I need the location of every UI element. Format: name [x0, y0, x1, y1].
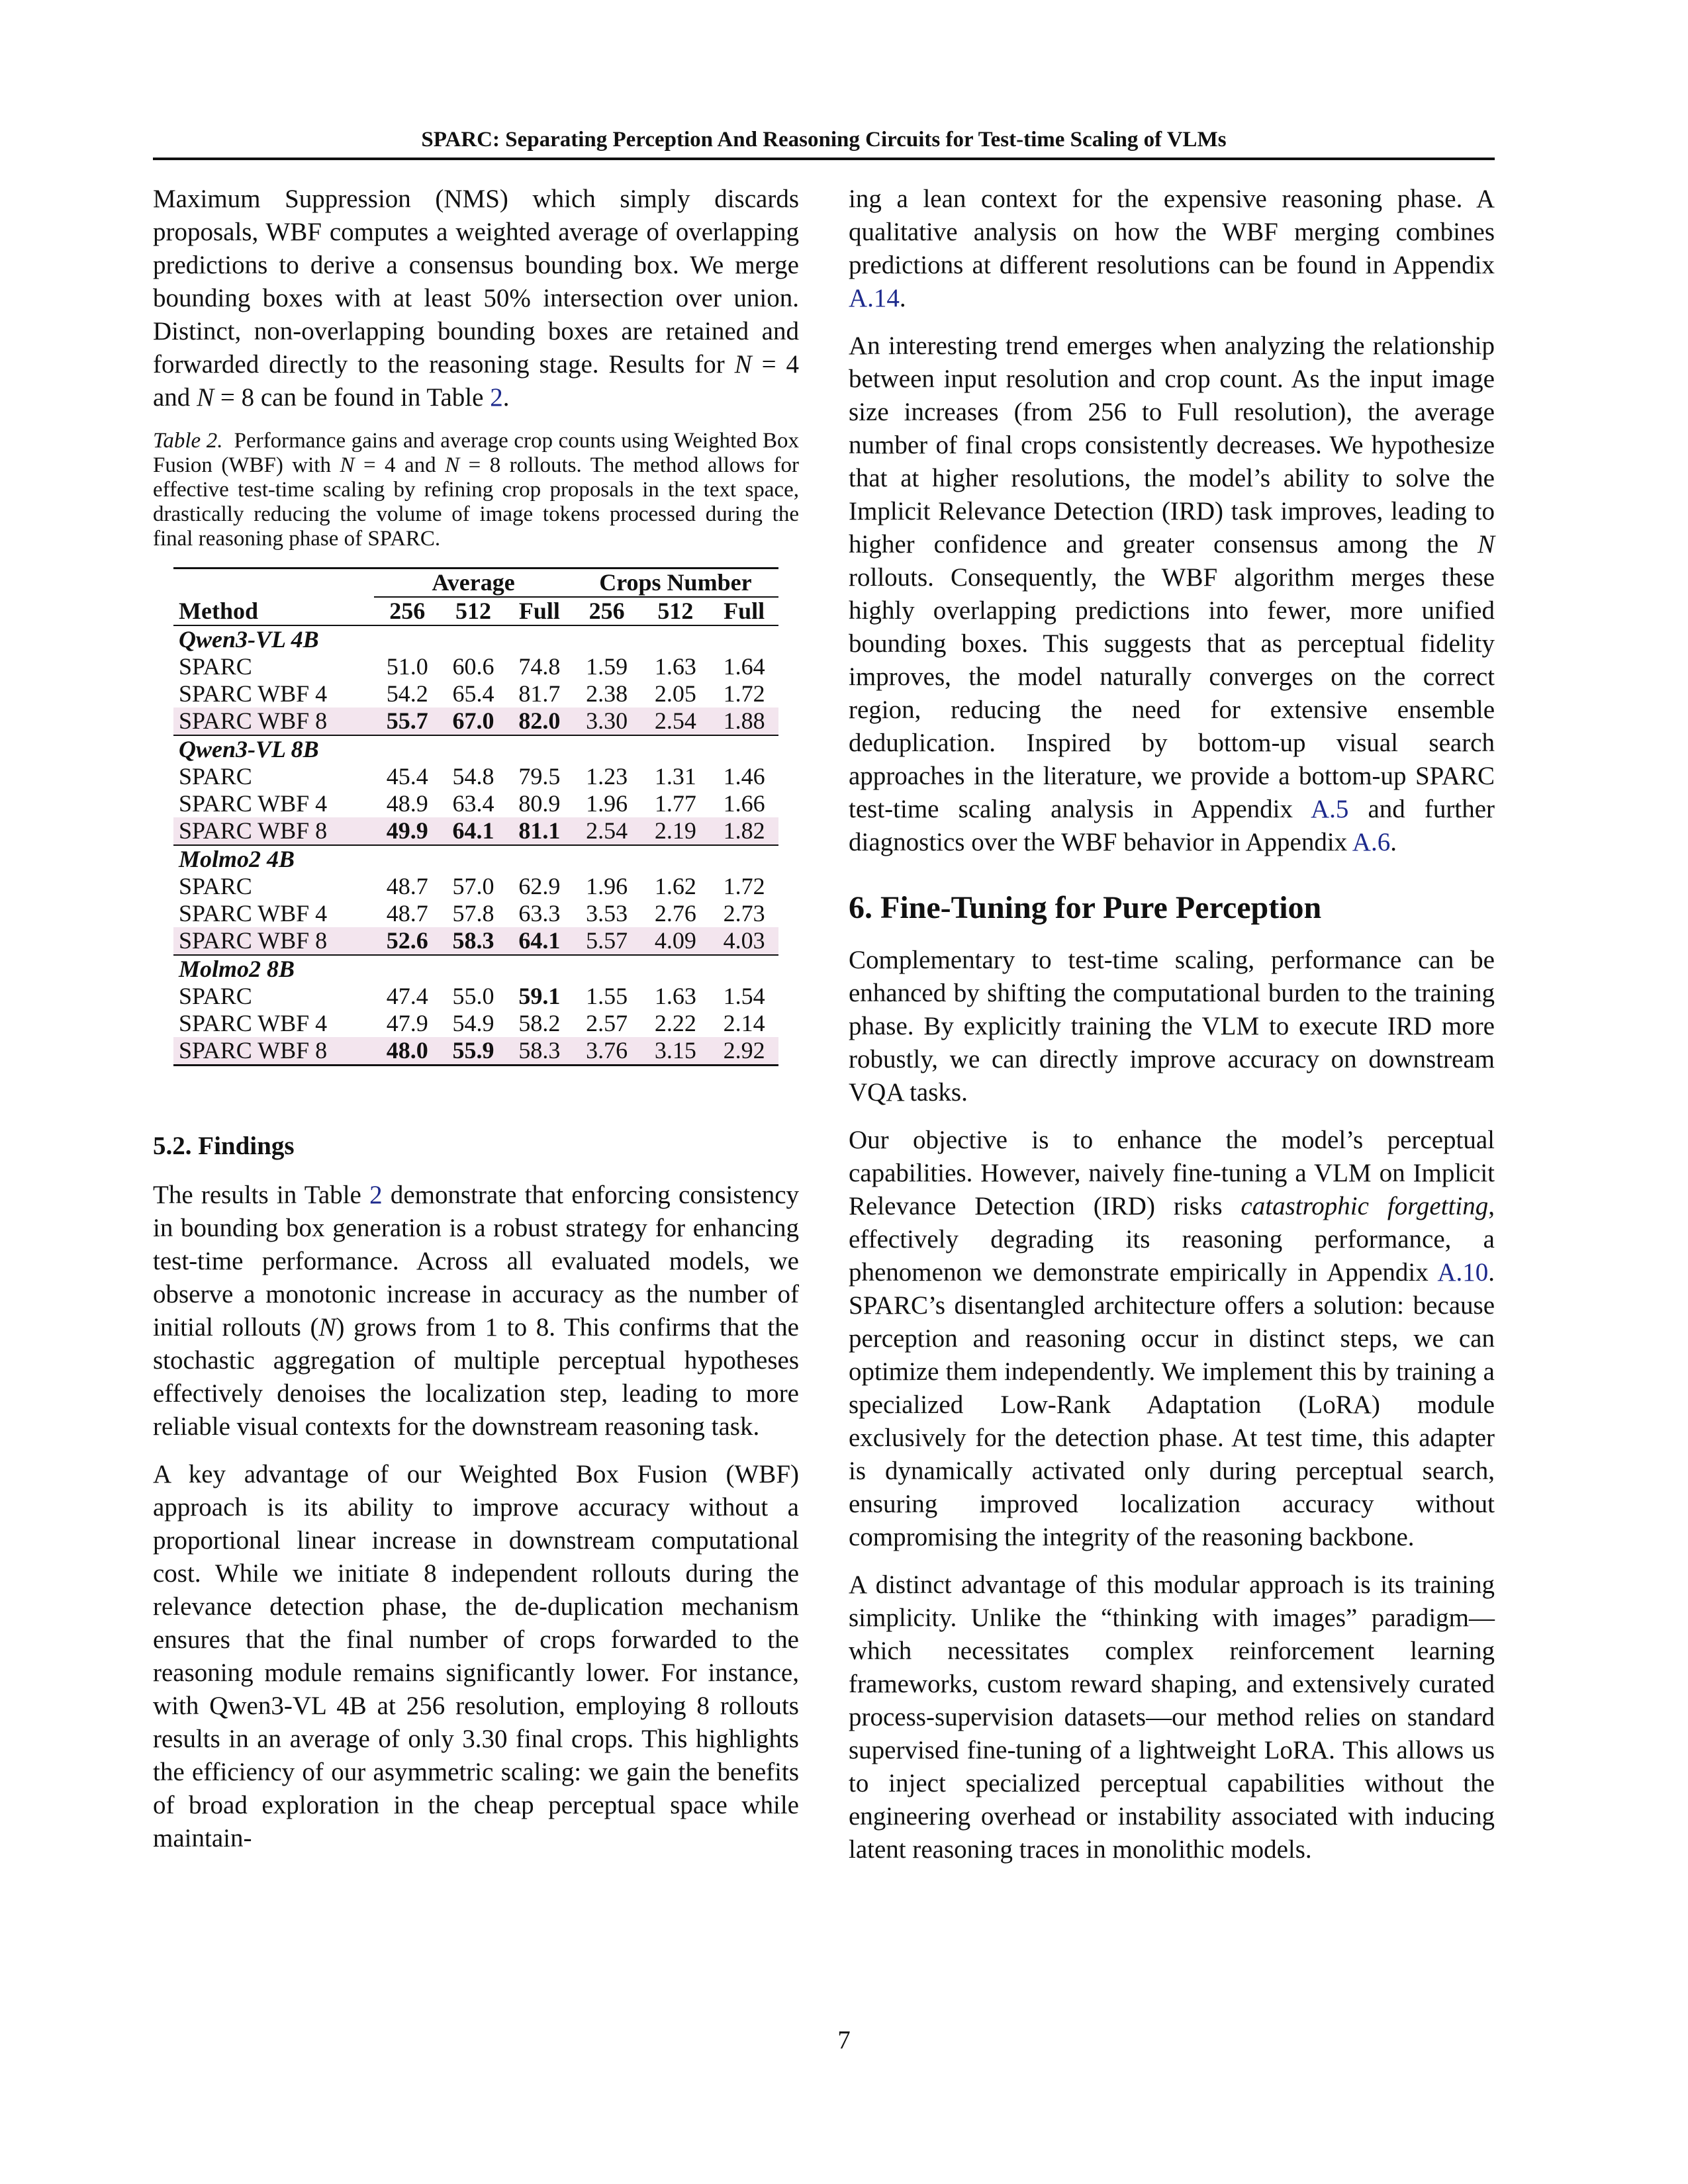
value-cell: 55.0: [452, 983, 494, 1009]
value-cell: 58.3: [506, 1037, 573, 1066]
table-row: [173, 1037, 778, 1066]
value-cell: 54.2: [386, 680, 428, 707]
value-cell: 1.88: [710, 707, 778, 735]
value-cell: 52.6: [374, 927, 440, 955]
column-header: 256: [389, 598, 426, 624]
model-group-label: Qwen3-VL 4B: [179, 626, 319, 653]
value-cell: 2.54: [641, 707, 710, 735]
value-cell: 79.5: [518, 763, 561, 790]
value-cell: 57.0: [452, 873, 494, 899]
value-cell: 55.9: [440, 1037, 506, 1066]
value-cell: 81.1: [506, 817, 573, 845]
value-cell: 5.57: [573, 927, 641, 955]
value-cell: 1.96: [586, 790, 628, 817]
value-cell: 67.0: [440, 707, 506, 735]
method-cell: SPARC WBF 8: [173, 927, 374, 955]
findings-paragraph-2: A key advantage of our Weighted Box Fusion (WBF) approach is its ability to improve accuracy without a proportional linear increase in downstream computational cost. While we initiate 8 independent rollouts during the relevance detection phase, the de-duplication mechanism ensures that the final number of crops forwarded to the reasoning module remains significantly lower. For instance, with Qwen3-VL 4B at 256 resolution, employing 8 rollouts results in an average of only 3.30 final crops. This highlights the efficiency of our asymmetric scaling: we gain the benefits of broad exploration in the cheap perceptual space while maintain-: [153, 1460, 799, 1852]
value-cell: 48.9: [386, 790, 428, 817]
column-header: Method: [179, 597, 258, 624]
value-cell: 1.23: [586, 763, 628, 790]
method-cell: SPARC: [179, 983, 252, 1009]
value-cell: 3.53: [586, 900, 628, 927]
value-cell: 54.8: [452, 763, 494, 790]
table-group-row: [173, 735, 778, 763]
table-row: [173, 900, 778, 927]
value-cell: 80.9: [518, 790, 561, 817]
method-cell: SPARC: [179, 763, 252, 790]
model-group-label: Molmo2 4B: [179, 846, 295, 872]
value-cell: 45.4: [386, 763, 428, 790]
value-cell: 1.46: [723, 763, 765, 790]
method-cell: SPARC WBF 4: [179, 680, 328, 707]
finetune-paragraph-1: Complementary to test-time scaling, performance can be enhanced by shifting the computational burden to the training phase. By explicitly training the VLM to execute IRD more robustly, we can directly improve accuracy on downstream VQA tasks.: [849, 946, 1495, 1107]
continuation-paragraph: ing a lean context for the expensive reasoning phase. A qualitative analysis on how the WBF merging combines predictions at different resolutions can be found in Appendix A.14.: [849, 185, 1495, 312]
method-cell: SPARC: [179, 653, 252, 680]
value-cell: 3.76: [573, 1037, 641, 1066]
value-cell: 1.66: [723, 790, 765, 817]
intro-paragraph: Maximum Suppression (NMS) which simply discards proposals, WBF computes a weighted average of overlapping predictions to derive a consensus bounding box. We merge bounding boxes with at least 50% intersection over union. Distinct, non-overlapping bounding boxes are retained and forwarded directly to the reasoning stage. Results for N = 4 and N = 8 can be found in Table 2.: [153, 185, 799, 412]
value-cell: 2.92: [710, 1037, 778, 1066]
model-group-label: Qwen3-VL 8B: [179, 736, 319, 762]
value-cell: 49.9: [374, 817, 440, 845]
value-cell: 2.54: [573, 817, 641, 845]
column-header: 512: [657, 598, 694, 624]
column-header: Full: [724, 598, 765, 624]
section-heading: 6. Fine-Tuning for Pure Perception: [849, 890, 1322, 925]
table-row: [173, 927, 778, 955]
table-group-row: [173, 845, 778, 873]
value-cell: 1.31: [654, 763, 696, 790]
method-cell: SPARC: [179, 873, 252, 899]
table-row: [173, 707, 778, 735]
column-header: 256: [588, 598, 625, 624]
appendix-ref-link[interactable]: A.6: [1352, 828, 1391, 856]
value-cell: 1.82: [710, 817, 778, 845]
method-cell: SPARC WBF 8: [173, 817, 374, 845]
table-row: [173, 790, 778, 817]
value-cell: 1.72: [723, 873, 765, 899]
value-cell: 1.64: [723, 653, 765, 680]
column-header: Full: [518, 598, 560, 624]
results-table: [173, 567, 778, 1066]
value-cell: 2.14: [723, 1010, 765, 1036]
value-cell: 48.0: [374, 1037, 440, 1066]
value-cell: 64.1: [440, 817, 506, 845]
appendix-ref-link[interactable]: A.10: [1437, 1258, 1489, 1287]
value-cell: 60.6: [452, 653, 494, 680]
right-column: [849, 183, 1495, 1881]
method-cell: SPARC WBF 8: [173, 707, 374, 735]
table-row: [173, 653, 778, 680]
table-row: [173, 817, 778, 845]
value-cell: 59.1: [518, 983, 561, 1009]
table-label: Table 2.: [153, 429, 223, 453]
value-cell: 47.9: [386, 1010, 428, 1036]
group-header-crops: Crops Number: [573, 569, 778, 598]
value-cell: 3.30: [573, 707, 641, 735]
method-cell: SPARC WBF 4: [179, 900, 328, 927]
header-rule: [153, 158, 1495, 160]
value-cell: 57.8: [452, 900, 494, 927]
finetune-paragraph-3: A distinct advantage of this modular approach is its training simplicity. Unlike the “thinking with images” paradigm—which necessitates complex reinforcement learning frameworks, custom reward shaping, and extensively curated process-supervision datasets—our method relies on standard supervised fine-tuning of a lightweight LoRA. This allows us to inject specialized perceptual capabilities without the engineering overhead or instability associated with inducing latent reasoning traces in monolithic models.: [849, 1570, 1495, 1864]
table-row: [173, 983, 778, 1010]
value-cell: 1.72: [723, 680, 765, 707]
value-cell: 58.3: [440, 927, 506, 955]
value-cell: 2.76: [654, 900, 696, 927]
table-row: [173, 1010, 778, 1037]
table-row: [173, 763, 778, 790]
findings-heading: 5.2. Findings: [153, 1132, 295, 1160]
value-cell: 2.38: [586, 680, 628, 707]
value-cell: 2.73: [723, 900, 765, 927]
value-cell: 1.77: [654, 790, 696, 817]
table-ref-link[interactable]: 2: [369, 1181, 383, 1209]
column-header: 512: [455, 598, 492, 624]
value-cell: 58.2: [518, 1010, 561, 1036]
value-cell: 64.1: [506, 927, 573, 955]
group-header-average: Average: [374, 569, 572, 598]
value-cell: 48.7: [386, 873, 428, 899]
running-title: SPARC: Separating Perception And Reasoning Circuits for Test-time Scaling of VLMs: [421, 128, 1227, 152]
value-cell: 2.57: [586, 1010, 628, 1036]
value-cell: 74.8: [518, 653, 561, 680]
table-body: [173, 625, 778, 1066]
appendix-ref-link[interactable]: A.14: [849, 284, 900, 312]
value-cell: 81.7: [518, 680, 561, 707]
value-cell: 1.96: [586, 873, 628, 899]
value-cell: 65.4: [452, 680, 494, 707]
value-cell: 4.09: [641, 927, 710, 955]
value-cell: 82.0: [506, 707, 573, 735]
appendix-ref-link[interactable]: A.5: [1310, 795, 1349, 823]
method-cell: SPARC WBF 8: [173, 1037, 374, 1066]
value-cell: 2.22: [654, 1010, 696, 1036]
table-column-header-row: [173, 597, 778, 625]
model-group-label: Molmo2 8B: [179, 956, 295, 982]
value-cell: 1.63: [654, 653, 696, 680]
value-cell: 48.7: [386, 900, 428, 927]
table-group-row: [173, 625, 778, 653]
table-row: [173, 680, 778, 707]
value-cell: 51.0: [386, 653, 428, 680]
findings-paragraph-1: The results in Table 2 demonstrate that enforcing consistency in bounding box generation is a robust strategy for enhancing test-time performance. Across all evaluated models, we observe a monotonic increase in accuracy as the number of initial rollouts (N) grows from 1 to 8. This confirms that the stochastic aggregation of multiple perceptual hypotheses effectively denoises the localization step, leading to more reliable visual contexts for the downstream reasoning task.: [153, 1181, 799, 1441]
trend-paragraph: An interesting trend emerges when analyzing the relationship between input resolution and crop count. As the input image size increases (from 256 to Full resolution), the average number of final crops consistently decreases. We hypothesize that at higher resolutions, the model’s ability to solve the Implicit Relevance Detection (IRD) task improves, leading to higher confidence and greater consensus among the N rollouts. Consequently, the WBF algorithm merges these highly overlapping predictions into fewer, more unified bounding boxes. This suggests that as perceptual fidelity improves, the model naturally converges on the correct region, reducing the need for extensive ensemble deduplication. Inspired by bottom-up visual search approaches in the literature, we provide a bottom-up SPARC test-time scaling analysis in Appendix A.5 and further diagnostics over the WBF behavior in Appendix A.6.: [849, 332, 1495, 856]
left-column: [153, 183, 799, 1870]
value-cell: 4.03: [710, 927, 778, 955]
value-cell: 1.63: [654, 983, 696, 1009]
table-group-header-row: [173, 569, 778, 598]
value-cell: 1.62: [654, 873, 696, 899]
page-number: 7: [837, 2026, 851, 2054]
table-caption: Table 2. Performance gains and average crop counts using Weighted Box Fusion (WBF) with N = 4 and N = 8 rollouts. The method allows for effective test-time scaling by refining crop proposals in the text space, drastically reducing the volume of image tokens processed during the final reasoning phase of SPARC.: [153, 429, 800, 551]
table-row: [173, 873, 778, 900]
table-ref-link[interactable]: 2: [490, 383, 503, 412]
value-cell: 1.54: [723, 983, 765, 1009]
value-cell: 2.05: [654, 680, 696, 707]
table-group-row: [173, 955, 778, 983]
value-cell: 1.55: [586, 983, 628, 1009]
value-cell: 2.19: [641, 817, 710, 845]
value-cell: 1.59: [586, 653, 628, 680]
value-cell: 47.4: [386, 983, 428, 1009]
value-cell: 63.3: [518, 900, 561, 927]
value-cell: 62.9: [518, 873, 561, 899]
finetune-paragraph-2: Our objective is to enhance the model’s perceptual capabilities. However, naively fine-tuning a VLM on Implicit Relevance Detection (IRD) risks catastrophic forgetting, effectively degrading its reasoning performance, a phenomenon we demonstrate empirically in Appendix A.10. SPARC’s disentangled architecture offers a solution: because perception and reasoning occur in distinct steps, we can optimize them independently. We implement this by training a specialized Low-Rank Adaptation (LoRA) module exclusively for the detection phase. At test time, this adapter is dynamically activated only during perceptual search, ensuring improved localization accuracy without compromising the integrity of the reasoning backbone.: [849, 1126, 1495, 1551]
value-cell: 54.9: [452, 1010, 494, 1036]
method-cell: SPARC WBF 4: [179, 790, 328, 817]
value-cell: 63.4: [452, 790, 494, 817]
value-cell: 3.15: [641, 1037, 710, 1066]
method-cell: SPARC WBF 4: [179, 1010, 328, 1036]
value-cell: 55.7: [374, 707, 440, 735]
